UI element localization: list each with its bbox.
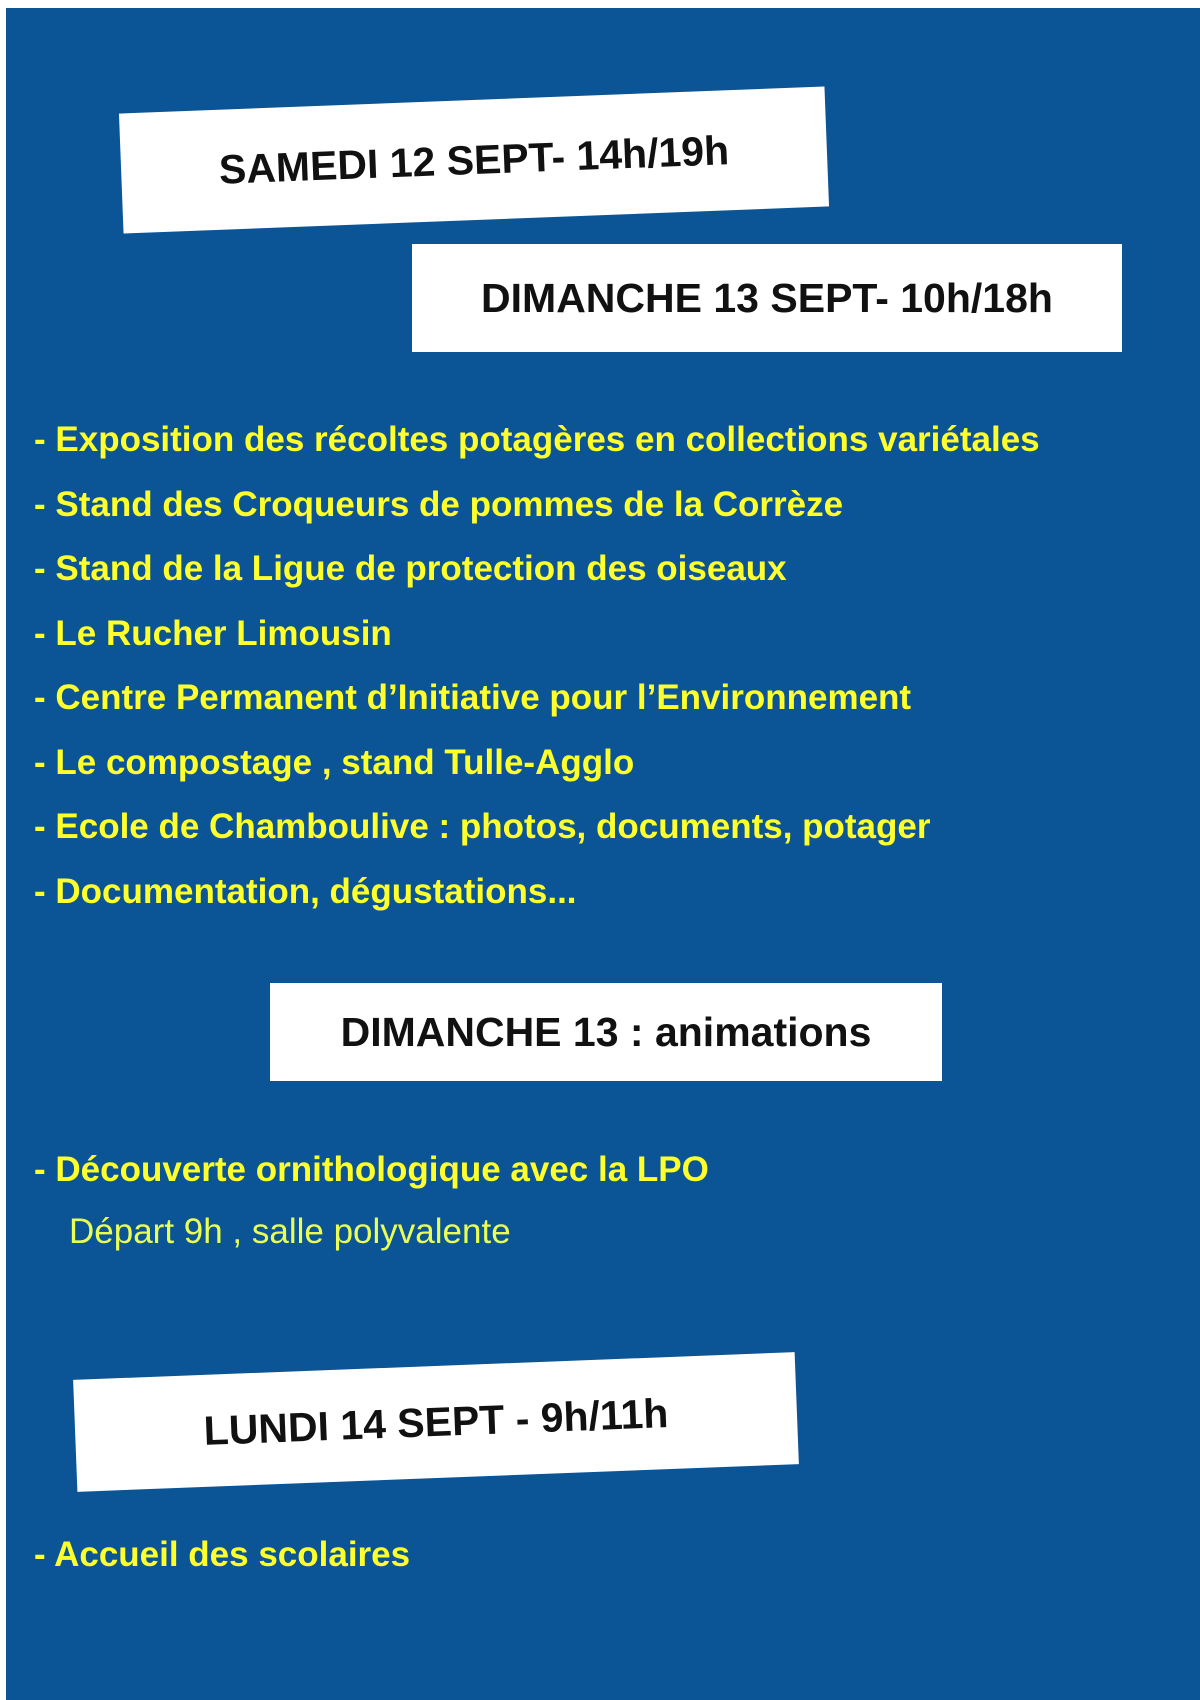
list-item: - Centre Permanent d’Initiative pour l’Environnement [34,678,912,717]
sunday-activity-list [34,408,1040,924]
list-item: - Documentation, dégustations... [34,871,577,911]
list-item: - Stand de la Ligue de protection des oiseaux [34,549,787,588]
animations-label-text: DIMANCHE 13 : animations [340,1008,872,1055]
list-item: - Ecole de Chamboulive : photos, documents, potager [34,807,931,846]
saturday-schedule-label [119,86,829,233]
monday-schedule-text: LUNDI 14 SEPT - 9h/11h [202,1389,670,1454]
animations-section [34,1138,709,1262]
list-item: - Le Rucher Limousin [34,613,392,653]
list-item: - Stand des Croqueurs de pommes de la Corrèze [34,484,844,524]
list-item: - Le compostage , stand Tulle-Agglo [34,742,635,782]
saturday-schedule-text: SAMEDI 12 SEPT- 14h/19h [218,126,730,193]
ornithology-item: - Découverte ornithologique avec la LPO [34,1150,709,1189]
sunday-schedule-label [412,244,1122,352]
monday-schedule-label [73,1352,799,1492]
sunday-schedule-text: DIMANCHE 13 SEPT- 10h/18h [481,274,1053,321]
event-poster [6,8,1200,1700]
ornithology-detail: Départ 9h , salle polyvalente [69,1212,511,1251]
list-item: - Exposition des récoltes potagères en collections variétales [34,420,1040,459]
animations-label [270,983,942,1081]
monday-item: - Accueil des scolaires [34,1535,411,1574]
